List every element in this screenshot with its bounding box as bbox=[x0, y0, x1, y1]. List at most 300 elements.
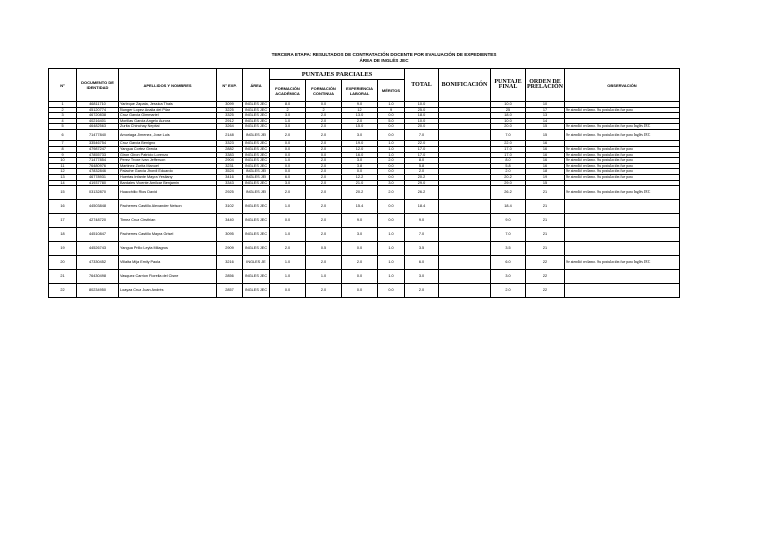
cell-n: 19 bbox=[49, 242, 77, 256]
cell-area: INGLES JEC bbox=[243, 146, 270, 152]
cell-n: 8 bbox=[49, 146, 77, 152]
cell-total: 20.2 bbox=[405, 174, 439, 180]
cell-observacion: Se atendió reclamo. Su postulación fue para bbox=[565, 146, 680, 152]
cell-n: 12 bbox=[49, 169, 77, 175]
cell-documento: 47987247 bbox=[77, 146, 119, 152]
cell-formacion-academica: 0.0 bbox=[270, 163, 306, 169]
cell-documento: 41937780 bbox=[77, 180, 119, 186]
cell-exp: 3102 bbox=[217, 200, 243, 214]
document-title: TERCERA ETAPA: RESULTADOS DE CONTRATACIÓN DOCENTE POR EVALUACIÓN DE EXPEDIENTES bbox=[271, 52, 497, 57]
cell-exp: 2856 bbox=[217, 270, 243, 284]
cell-orden: 16 bbox=[526, 158, 565, 164]
cell-bonificacion bbox=[439, 228, 491, 242]
cell-formacion-academica: 0.0 bbox=[270, 141, 306, 147]
cell-orden: 21 bbox=[526, 186, 565, 200]
cell-bonificacion bbox=[439, 129, 491, 140]
cell-formacion-continua: 2.0 bbox=[306, 141, 342, 147]
cell-area: INGLES JEC bbox=[243, 113, 270, 119]
cell-formacion-academica: 0.0 bbox=[270, 214, 306, 228]
cell-total: 2.0 bbox=[405, 284, 439, 298]
cell-orden: 22 bbox=[526, 256, 565, 270]
cell-documento: 44510847 bbox=[77, 228, 119, 242]
cell-exp: 3264 bbox=[217, 124, 243, 130]
cell-experiencia: 3.0 bbox=[342, 158, 378, 164]
cell-area: INGLES JEC bbox=[243, 102, 270, 108]
cell-formacion-continua: 2.0 bbox=[306, 186, 342, 200]
cell-puntaje-final: 3.0 bbox=[491, 270, 526, 284]
cell-puntaje-final: 17.0 bbox=[491, 146, 526, 152]
cell-puntaje-final: 2.0 bbox=[491, 284, 526, 298]
cell-exp: 3095 bbox=[217, 228, 243, 242]
cell-exp: 3099 bbox=[217, 102, 243, 108]
cell-exp: 2904 bbox=[217, 158, 243, 164]
table-row bbox=[49, 186, 680, 200]
cell-total: 10.0 bbox=[405, 102, 439, 108]
cell-documento: 44503848 bbox=[77, 200, 119, 214]
cell-area: INGLES JEC bbox=[243, 228, 270, 242]
cell-formacion-continua: 2 bbox=[306, 107, 342, 113]
cell-meritos: 3.0 bbox=[378, 180, 405, 186]
cell-area: INGLES JEC bbox=[243, 270, 270, 284]
cell-total: 22.0 bbox=[405, 141, 439, 147]
cell-experiencia: 15.0 bbox=[342, 124, 378, 130]
cell-bonificacion bbox=[439, 214, 491, 228]
cell-apellidos: Timez Cruz Cirsthian bbox=[119, 214, 217, 228]
col-group-puntajes: PUNTAJES PARCIALES bbox=[270, 69, 405, 80]
cell-puntaje-final: 10.0 bbox=[491, 118, 526, 124]
cell-apellidos: Huertas Infante Mayra Yesliany bbox=[119, 174, 217, 180]
cell-area: INGLES JEC bbox=[243, 107, 270, 113]
cell-formacion-academica: 2.0 bbox=[270, 129, 306, 140]
cell-puntaje-final: 29.0 bbox=[491, 180, 526, 186]
table-row bbox=[49, 256, 680, 270]
cell-puntaje-final: 26.2 bbox=[491, 186, 526, 200]
cell-area: INGLES JEI bbox=[243, 129, 270, 140]
cell-formacion-academica: 8.0 bbox=[270, 102, 306, 108]
cell-exp: 3225 bbox=[217, 107, 243, 113]
cell-n: 14 bbox=[49, 180, 77, 186]
col-observacion: OBSERVACIÓN bbox=[565, 69, 680, 102]
col-apellidos: APELLIDOS Y NOMBRES bbox=[119, 69, 217, 102]
cell-orden: 16 bbox=[526, 152, 565, 158]
cell-orden: 22 bbox=[526, 270, 565, 284]
cell-experiencia: 21.0 bbox=[342, 180, 378, 186]
cell-formacion-continua: 2.0 bbox=[306, 174, 342, 180]
col-puntaje-final: PUNTAJE FINAL bbox=[491, 69, 526, 102]
cell-formacion-academica: 0.0 bbox=[270, 152, 306, 158]
cell-n: 18 bbox=[49, 228, 77, 242]
cell-meritos: 1.0 bbox=[378, 141, 405, 147]
cell-exp: 3383 bbox=[217, 152, 243, 158]
cell-total: 29.0 bbox=[405, 180, 439, 186]
table-row bbox=[49, 284, 680, 298]
cell-puntaje-final: 6.0 bbox=[491, 256, 526, 270]
cell-formacion-continua: 2.0 bbox=[306, 214, 342, 228]
cell-n: 20 bbox=[49, 256, 77, 270]
cell-puntaje-final: 3.5 bbox=[491, 242, 526, 256]
cell-orden: 16 bbox=[526, 141, 565, 147]
cell-experiencia: 13.0 bbox=[342, 113, 378, 119]
cell-documento: 47330452 bbox=[77, 256, 119, 270]
cell-area: INGLES JEC bbox=[243, 163, 270, 169]
col-area: ÁREA bbox=[243, 69, 270, 102]
cell-apellidos: Pacherres Castillo Mayra Grisel bbox=[119, 228, 217, 242]
cell-exp: 3325 bbox=[217, 113, 243, 119]
cell-orden: 15 bbox=[526, 124, 565, 130]
cell-apellidos: Yangua Prillo Leyla Milagros bbox=[119, 242, 217, 256]
cell-observacion bbox=[565, 242, 680, 256]
cell-experiencia: 9.0 bbox=[342, 214, 378, 228]
cell-documento: 47855733 bbox=[77, 152, 119, 158]
cell-documento: 03132870 bbox=[77, 186, 119, 200]
cell-area: INGLES JEC bbox=[243, 118, 270, 124]
cell-experiencia: 0.0 bbox=[342, 284, 378, 298]
cell-n: 6 bbox=[49, 129, 77, 140]
cell-observacion: Se atendió reclamo. Su postulación fue para bbox=[565, 169, 680, 175]
cell-meritos: 5.0 bbox=[378, 118, 405, 124]
cell-exp: 2912 bbox=[217, 118, 243, 124]
cell-meritos: 0.0 bbox=[378, 113, 405, 119]
cell-experiencia: 3.0 bbox=[342, 129, 378, 140]
cell-experiencia: 16.0 bbox=[342, 152, 378, 158]
cell-total: 5.8 bbox=[405, 163, 439, 169]
cell-formacion-academica: 0.0 bbox=[270, 284, 306, 298]
cell-n: 10 bbox=[49, 158, 77, 164]
cell-observacion bbox=[565, 270, 680, 284]
cell-meritos: 2.0 bbox=[378, 158, 405, 164]
cell-experiencia: 0.0 bbox=[342, 169, 378, 175]
cell-formacion-academica: 1.0 bbox=[270, 256, 306, 270]
table-row bbox=[49, 200, 680, 214]
cell-observacion: Se atendió reclamo. Su postulación fue para Inglés JEC bbox=[565, 256, 680, 270]
cell-experiencia: 12.2 bbox=[342, 174, 378, 180]
cell-formacion-continua: 1.0 bbox=[306, 270, 342, 284]
cell-total: 3.5 bbox=[405, 242, 439, 256]
cell-meritos: 0.0 bbox=[378, 129, 405, 140]
cell-formacion-continua: 2.0 bbox=[306, 113, 342, 119]
cell-observacion bbox=[565, 200, 680, 214]
cell-apellidos: Villalta Mija Emily Paola bbox=[119, 256, 217, 270]
cell-formacion-academica: 2.0 bbox=[270, 186, 306, 200]
cell-documento: 45120774 bbox=[77, 107, 119, 113]
cell-n: 1 bbox=[49, 102, 77, 108]
cell-total: 7.0 bbox=[405, 129, 439, 140]
cell-observacion: Se atendió reclamo. Su postulación fue para bbox=[565, 174, 680, 180]
table-row bbox=[49, 228, 680, 242]
cell-total: 25.0 bbox=[405, 107, 439, 113]
cell-bonificacion bbox=[439, 186, 491, 200]
cell-exp: 3231 bbox=[217, 163, 243, 169]
cell-meritos: 0.0 bbox=[378, 200, 405, 214]
cell-n: 17 bbox=[49, 214, 77, 228]
cell-documento: 46482563 bbox=[77, 124, 119, 130]
cell-documento: 76480976 bbox=[77, 163, 119, 169]
cell-apellidos: Amoriaga Jimenez, Jose Luis bbox=[119, 129, 217, 140]
cell-puntaje-final: 18.4 bbox=[491, 200, 526, 214]
cell-orden: 21 bbox=[526, 228, 565, 242]
cell-observacion: Se atendió reclamo. Su postulación fue para Inglés JEC bbox=[565, 186, 680, 200]
cell-meritos: 1.0 bbox=[378, 270, 405, 284]
cell-apellidos: Ñunger Lopez Analia del Pilar bbox=[119, 107, 217, 113]
cell-observacion: Se atendió reclamo. Su postulación fue para bbox=[565, 107, 680, 113]
cell-exp: 2148 bbox=[217, 129, 243, 140]
cell-n: 15 bbox=[49, 186, 77, 200]
cell-area: INGLES JEI bbox=[243, 186, 270, 200]
cell-exp: 2857 bbox=[217, 284, 243, 298]
cell-formacion-continua: 2.0 bbox=[306, 146, 342, 152]
cell-formacion-continua: 0.0 bbox=[306, 152, 342, 158]
cell-formacion-academica: 3.0 bbox=[270, 124, 306, 130]
cell-area: INGLES JEC bbox=[243, 242, 270, 256]
cell-experiencia: 2.0 bbox=[342, 256, 378, 270]
cell-area: INGLES JEC bbox=[243, 141, 270, 147]
cell-apellidos: Perez Troxe Ivan Jefferson bbox=[119, 158, 217, 164]
cell-observacion: Se atendió reclamo. Su postulación fue para Inglés JEC bbox=[565, 124, 680, 130]
cell-documento: 44526743 bbox=[77, 242, 119, 256]
cell-experiencia: 9.0 bbox=[342, 102, 378, 108]
cell-documento: 71477854 bbox=[77, 158, 119, 164]
cell-observacion bbox=[565, 214, 680, 228]
cell-total: 26.2 bbox=[405, 186, 439, 200]
cell-orden: 17 bbox=[526, 107, 565, 113]
cell-orden: 10 bbox=[526, 102, 565, 108]
cell-total: 9.0 bbox=[405, 214, 439, 228]
cell-formacion-academica: 0.0 bbox=[270, 169, 306, 175]
cell-puntaje-final: 18.0 bbox=[491, 113, 526, 119]
cell-area: INGLES JE bbox=[243, 256, 270, 270]
cell-documento: 46811710 bbox=[77, 102, 119, 108]
cell-meritos: 1.0 bbox=[378, 242, 405, 256]
cell-experiencia: 3.8 bbox=[342, 163, 378, 169]
cell-apellidos: Vasquez Carrion Fiorella del Cisne bbox=[119, 270, 217, 284]
cell-observacion: Se atendió reclamo. Su postulación fue para bbox=[565, 158, 680, 164]
cell-experiencia: 2.0 bbox=[342, 118, 378, 124]
cell-n: 13 bbox=[49, 174, 77, 180]
cell-meritos: 1.0 bbox=[378, 146, 405, 152]
cell-meritos: 1.0 bbox=[378, 152, 405, 158]
cell-apellidos: Pacherres Castillo Alexander Nelson bbox=[119, 200, 217, 214]
cell-exp: 2909 bbox=[217, 242, 243, 256]
table-row bbox=[49, 214, 680, 228]
cell-documento: 46720838 bbox=[77, 113, 119, 119]
cell-orden: 18 bbox=[526, 169, 565, 175]
cell-formacion-academica: 2.0 bbox=[270, 242, 306, 256]
col-formacion-continua: FORMACIÓN CONTINUA bbox=[306, 80, 342, 102]
col-orden: ORDEN DE PRELACIÓN bbox=[526, 69, 565, 102]
cell-total: 6.0 bbox=[405, 256, 439, 270]
cell-orden: 16 bbox=[526, 146, 565, 152]
results-table bbox=[48, 68, 680, 298]
cell-documento: 80234950 bbox=[77, 284, 119, 298]
cell-meritos: 1.0 bbox=[378, 228, 405, 242]
cell-formacion-continua: 2.0 bbox=[306, 163, 342, 169]
cell-meritos: 0.0 bbox=[378, 124, 405, 130]
cell-formacion-continua: 0.0 bbox=[306, 102, 342, 108]
cell-formacion-continua: 2.0 bbox=[306, 200, 342, 214]
results-body bbox=[49, 102, 680, 298]
cell-documento: 40216401 bbox=[77, 118, 119, 124]
cell-total: 17.0 bbox=[405, 146, 439, 152]
cell-orden: 19 bbox=[526, 174, 565, 180]
col-total: TOTAL bbox=[405, 69, 439, 102]
cell-area: INGLES JEI bbox=[243, 174, 270, 180]
cell-bonificacion bbox=[439, 242, 491, 256]
cell-orden: 16 bbox=[526, 163, 565, 169]
cell-n: 5 bbox=[49, 124, 77, 130]
cell-n: 7 bbox=[49, 141, 77, 147]
cell-observacion: Se atendió reclamo. Su postulación fue para bbox=[565, 163, 680, 169]
cell-exp: 3216 bbox=[217, 256, 243, 270]
cell-formacion-academica: 3.0 bbox=[270, 113, 306, 119]
cell-apellidos: Cruz Garcia Gimmariel bbox=[119, 113, 217, 119]
cell-exp: 3343 bbox=[217, 180, 243, 186]
cell-total: 20.0 bbox=[405, 124, 439, 130]
cell-experiencia: 20.2 bbox=[342, 186, 378, 200]
cell-apellidos: Morillas Garcia Angelo Aurora bbox=[119, 118, 217, 124]
cell-experiencia: 0.0 bbox=[342, 270, 378, 284]
cell-meritos: 9 bbox=[378, 107, 405, 113]
cell-meritos: 0.0 bbox=[378, 174, 405, 180]
cell-area: INGLES JEI bbox=[243, 169, 270, 175]
cell-formacion-academica: 3.0 bbox=[270, 180, 306, 186]
cell-apellidos: Loayza Cruz Juan Andrés bbox=[119, 284, 217, 298]
table-row bbox=[49, 270, 680, 284]
cell-meritos: 0.0 bbox=[378, 284, 405, 298]
cell-orden: 15 bbox=[526, 180, 565, 186]
cell-experiencia: 12 bbox=[342, 107, 378, 113]
cell-meritos: 2.0 bbox=[378, 186, 405, 200]
cell-apellidos: Bardales Vicente Amilcar Benjamin bbox=[119, 180, 217, 186]
cell-meritos: 0.0 bbox=[378, 163, 405, 169]
cell-puntaje-final: 7.0 bbox=[491, 228, 526, 242]
cell-n: 2 bbox=[49, 107, 77, 113]
cell-apellidos: Cruz Garcia Benigno bbox=[119, 141, 217, 147]
col-exp: N° EXP. bbox=[217, 69, 243, 102]
cell-area: INGLES JEC bbox=[243, 158, 270, 164]
cell-observacion bbox=[565, 228, 680, 242]
cell-n: 3 bbox=[49, 113, 77, 119]
cell-formacion-continua: 2.0 bbox=[306, 118, 342, 124]
col-n: N° bbox=[49, 69, 77, 102]
cell-formacion-continua: 2.0 bbox=[306, 256, 342, 270]
cell-total: 18.4 bbox=[405, 200, 439, 214]
cell-orden: 15 bbox=[526, 129, 565, 140]
cell-apellidos: Yarleque Zapata, Jessica Thais bbox=[119, 102, 217, 108]
cell-puntaje-final: 20.0 bbox=[491, 124, 526, 130]
cell-experiencia: 12.0 bbox=[342, 146, 378, 152]
cell-bonificacion bbox=[439, 270, 491, 284]
cell-n: 11 bbox=[49, 163, 77, 169]
cell-experiencia: 15.4 bbox=[342, 200, 378, 214]
cell-total: 2.0 bbox=[405, 169, 439, 175]
cell-formacion-continua: 2.0 bbox=[306, 124, 342, 130]
cell-orden: 13 bbox=[526, 113, 565, 119]
cell-formacion-continua: 2.0 bbox=[306, 180, 342, 186]
cell-puntaje-final: 20.2 bbox=[491, 174, 526, 180]
col-documento: DOCUMENTO DE IDENTIDAD bbox=[77, 69, 119, 102]
cell-n: 21 bbox=[49, 270, 77, 284]
table-row bbox=[49, 242, 680, 256]
cell-documento: 71477840 bbox=[77, 129, 119, 140]
cell-orden: 14 bbox=[526, 118, 565, 124]
table-row bbox=[49, 129, 680, 140]
cell-formacion-continua: 2.0 bbox=[306, 169, 342, 175]
cell-area: INGLES JEC bbox=[243, 284, 270, 298]
col-formacion-academica: FORMACIÓN ACADÉMICA bbox=[270, 80, 306, 102]
cell-n: 22 bbox=[49, 284, 77, 298]
cell-exp: 2882 bbox=[217, 146, 243, 152]
cell-orden: 21 bbox=[526, 214, 565, 228]
cell-puntaje-final: 7.0 bbox=[491, 129, 526, 140]
cell-total: 10.0 bbox=[405, 118, 439, 124]
cell-apellidos: Palache Garcia Jhordi Eduardo bbox=[119, 169, 217, 175]
cell-puntaje-final: 9.0 bbox=[491, 214, 526, 228]
cell-exp: 3524 bbox=[217, 169, 243, 175]
cell-formacion-academica: 1.0 bbox=[270, 200, 306, 214]
cell-formacion-academica: 2 bbox=[270, 107, 306, 113]
col-meritos: MÉRITOS bbox=[378, 80, 405, 102]
cell-exp: 3323 bbox=[217, 141, 243, 147]
document-subtitle: ÁREA DE INGLÉS JEC bbox=[359, 58, 409, 63]
cell-n: 4 bbox=[49, 118, 77, 124]
col-bonificacion: BONIFICACIÓN bbox=[439, 69, 491, 102]
cell-documento: 42748720 bbox=[77, 214, 119, 228]
cell-documento: 47832846 bbox=[77, 169, 119, 175]
cell-bonificacion bbox=[439, 284, 491, 298]
cell-documento: 33546754 bbox=[77, 141, 119, 147]
cell-n: 9 bbox=[49, 152, 77, 158]
cell-apellidos: Martinez Zurita Manuel bbox=[119, 163, 217, 169]
cell-formacion-continua: 2.0 bbox=[306, 284, 342, 298]
cell-apellidos: Zurita Chinchay Nepital bbox=[119, 124, 217, 130]
cell-orden: 21 bbox=[526, 242, 565, 256]
cell-documento: 46778931 bbox=[77, 174, 119, 180]
cell-observacion: Se atendió reclamo. Su postulación fue para Inglés JEC bbox=[565, 129, 680, 140]
cell-orden: 21 bbox=[526, 200, 565, 214]
cell-bonificacion bbox=[439, 256, 491, 270]
cell-puntaje-final: 5.8 bbox=[491, 163, 526, 169]
cell-meritos: 0.0 bbox=[378, 214, 405, 228]
cell-apellidos: Huacchillo Rios David bbox=[119, 186, 217, 200]
cell-apellidos: Giron Giron Patricio Lorenzo bbox=[119, 152, 217, 158]
cell-puntaje-final: 17.0 bbox=[491, 152, 526, 158]
cell-observacion bbox=[565, 284, 680, 298]
cell-formacion-academica: 1.0 bbox=[270, 158, 306, 164]
cell-meritos: 1.0 bbox=[378, 102, 405, 108]
cell-exp: 2925 bbox=[217, 186, 243, 200]
cell-formacion-continua: 2.0 bbox=[306, 129, 342, 140]
cell-puntaje-final: 8.0 bbox=[491, 158, 526, 164]
cell-n: 16 bbox=[49, 200, 77, 214]
cell-formacion-academica: 1.0 bbox=[270, 228, 306, 242]
cell-puntaje-final: 25 bbox=[491, 107, 526, 113]
cell-formacion-academica: 0.0 bbox=[270, 146, 306, 152]
cell-exp: 3416 bbox=[217, 174, 243, 180]
cell-experiencia: 19.0 bbox=[342, 141, 378, 147]
cell-area: INGLES JEC bbox=[243, 152, 270, 158]
cell-puntaje-final: 22.0 bbox=[491, 141, 526, 147]
cell-orden: 22 bbox=[526, 284, 565, 298]
cell-observacion: Se atendió reclamo. Su postulación fue para bbox=[565, 152, 680, 158]
cell-total: 17.0 bbox=[405, 152, 439, 158]
cell-meritos: 1.0 bbox=[378, 256, 405, 270]
cell-formacion-academica: 6.0 bbox=[270, 174, 306, 180]
cell-area: INGLES JEC bbox=[243, 180, 270, 186]
cell-total: 3.0 bbox=[405, 270, 439, 284]
cell-exp: 3440 bbox=[217, 214, 243, 228]
cell-puntaje-final: 2.0 bbox=[491, 169, 526, 175]
cell-formacion-continua: 2.0 bbox=[306, 158, 342, 164]
